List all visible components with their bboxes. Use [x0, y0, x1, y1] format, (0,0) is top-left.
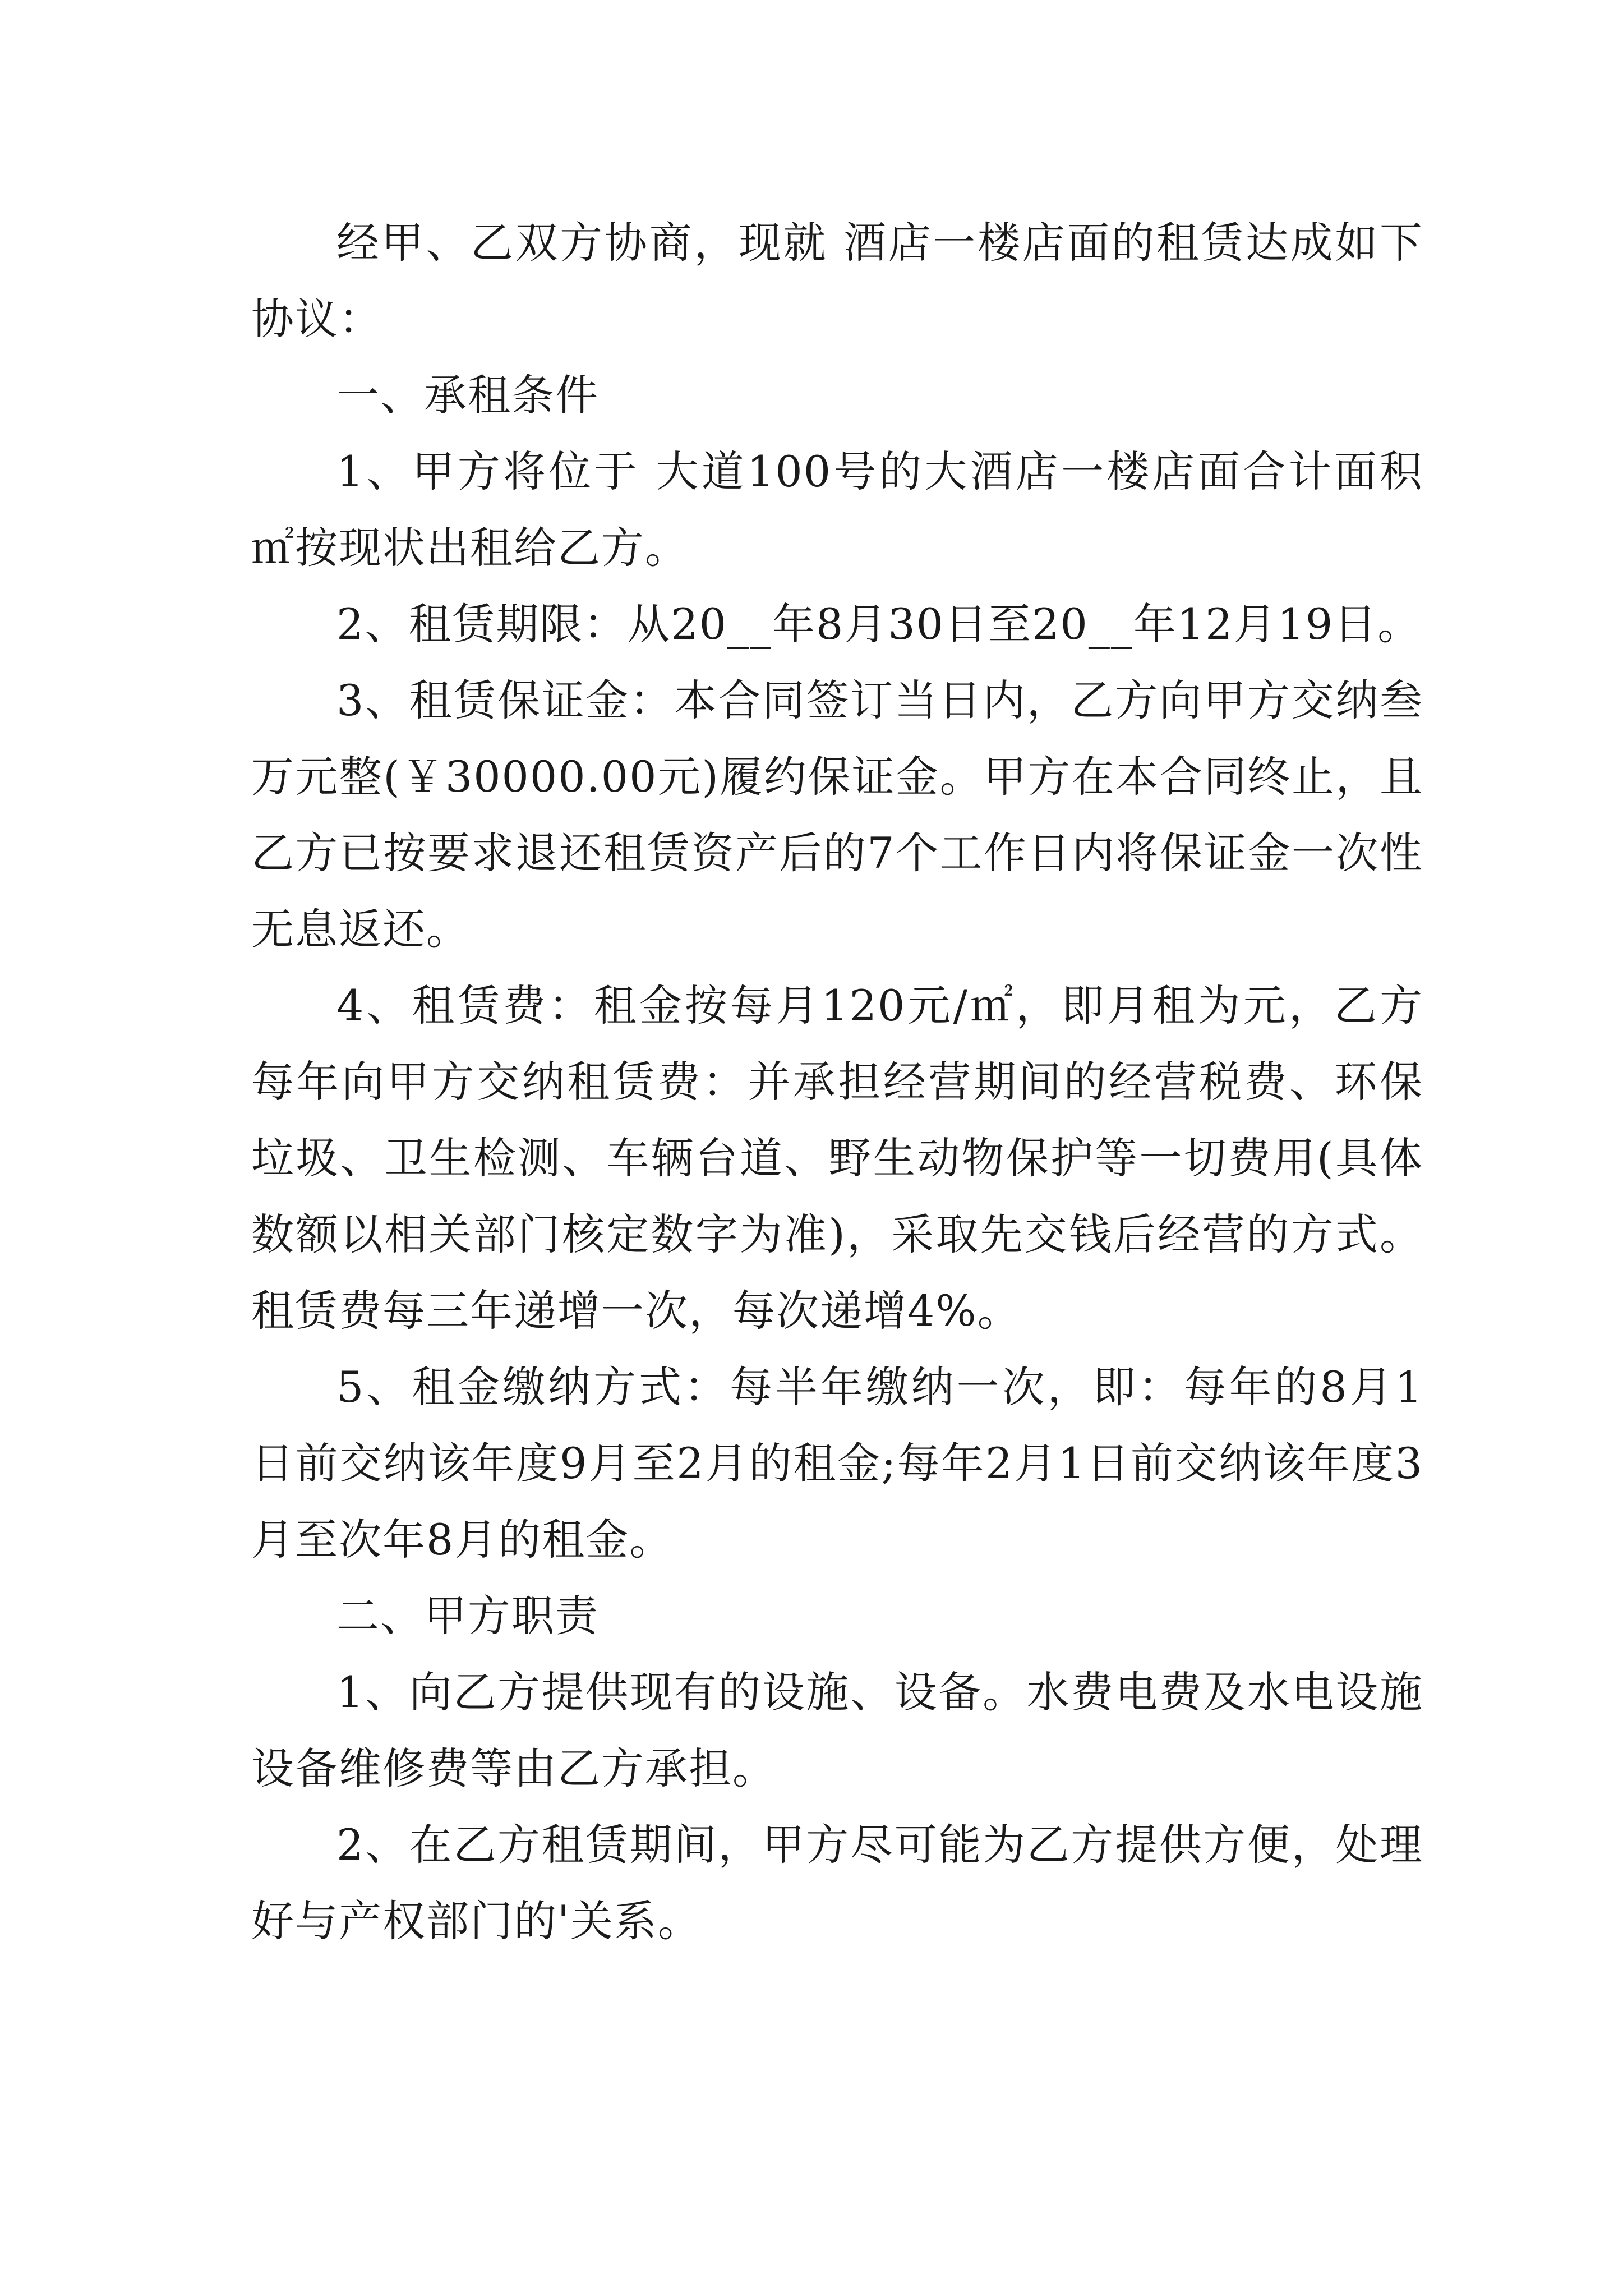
clause-deposit: 3、租赁保证金：本合同签订当日内，乙方向甲方交纳叁万元整(￥30000.00元)履约保证金。甲方在本合同终止，且乙方已按要求退还租赁资产后的7个工作日内将保证金一次性无息返还。	[251, 675, 1423, 954]
section-heading-party-a-duties: 二、甲方职责	[336, 1591, 599, 1641]
clause-premises: 1、甲方将位于 大道100号的大酒店一楼店面合计面积㎡按现状出租给乙方。	[251, 447, 1423, 573]
document-body	[251, 205, 1423, 1959]
section-heading-lease-conditions: 一、承租条件	[336, 370, 599, 420]
clause-facilities: 1、向乙方提供现有的设施、设备。水费电费及水电设施设备维修费等由乙方承担。	[251, 1667, 1423, 1793]
clause-lease-term: 2、租赁期限：从20__年8月30日至20__年12月19日。	[336, 599, 1422, 649]
clause-rent: 4、租赁费：租金按每月120元/㎡，即月租为元，乙方每年向甲方交纳租赁费：并承担经营期间的经营税费、环保垃圾、卫生检测、车辆台道、野生动物保护等一切费用(具体数额以相关部门核定数字为准)，采取先交钱后经营的方式。租赁费每三年递增一次，每次递增4%。	[251, 981, 1423, 1336]
paragraph-intro: 经甲、乙双方协商，现就 酒店一楼店面的租赁达成如下协议：	[251, 218, 1423, 344]
clause-assistance: 2、在乙方租赁期间，甲方尽可能为乙方提供方便，处理好与产权部门的'关系。	[251, 1820, 1423, 1946]
clause-payment-method: 5、租金缴纳方式：每半年缴纳一次，即：每年的8月1日前交纳该年度9月至2月的租金;每年2月1日前交纳该年度3月至次年8月的租金。	[251, 1362, 1423, 1565]
